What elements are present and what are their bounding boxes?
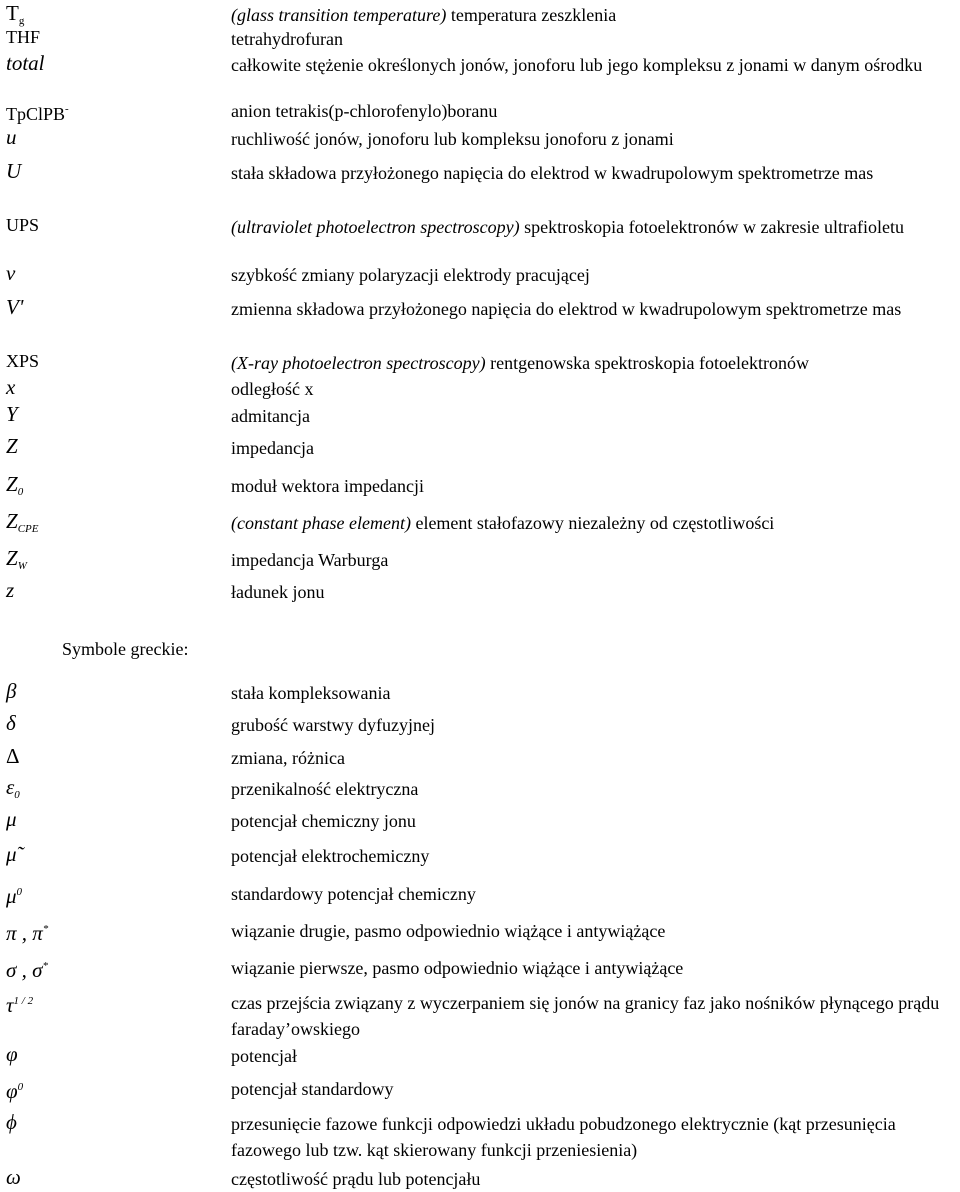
- symbol-definition: [231, 403, 946, 429]
- symbol-term: [6, 712, 16, 734]
- symbol-main: Z: [6, 434, 18, 458]
- symbol-definition: [231, 808, 946, 834]
- definition-text: potencjał chemiczny jonu: [231, 811, 416, 831]
- symbol-definition: [231, 918, 946, 944]
- symbol-term: [6, 376, 15, 398]
- definition-text: temperatura zeszklenia: [446, 5, 617, 25]
- symbol-definition: [231, 579, 946, 605]
- symbol-main: Z: [6, 546, 18, 570]
- definition-text: tetrahydrofuran: [231, 29, 343, 49]
- symbol-term: [6, 808, 17, 830]
- symbol-main: Y: [6, 402, 18, 426]
- symbol-term: [6, 881, 22, 907]
- symbol-superscript: 1 / 2: [13, 995, 34, 1007]
- symbol-term: [6, 350, 39, 372]
- symbol-term: [6, 1166, 21, 1188]
- symbol-term: [6, 680, 16, 702]
- definition-text: potencjał standardowy: [231, 1079, 394, 1099]
- symbol-term: [6, 990, 33, 1016]
- symbol-main: total: [6, 51, 45, 75]
- definition-text: zmienna składowa przyłożonego napięcia do elektrod w kwadrupolowym spektrometrze mas: [231, 299, 902, 319]
- symbol-subscript: 0: [17, 486, 24, 498]
- symbol-term: [6, 510, 38, 540]
- symbol-subscript: W: [17, 560, 27, 572]
- symbol-term: [6, 26, 40, 48]
- symbol-term: [6, 52, 45, 74]
- definition-text: częstotliwość prądu lub potencjału: [231, 1169, 481, 1189]
- symbol-definition: [231, 376, 946, 402]
- definition-english-term: (glass transition temperature): [231, 5, 447, 25]
- symbol-main: UPS: [6, 215, 40, 235]
- symbol-term: [6, 403, 18, 425]
- definition-text: impedancja: [231, 438, 314, 458]
- definition-text: standardowy potencjał chemiczny: [231, 884, 476, 904]
- symbol-term: [6, 776, 20, 806]
- definition-text: anion tetrakis(p-chlorofenylo)boranu: [231, 101, 498, 121]
- definition-text: ruchliwość jonów, jonoforu lub kompleksu jonoforu z jonami: [231, 129, 674, 149]
- symbol-term: [6, 843, 17, 865]
- symbol-definition: [231, 214, 946, 240]
- symbol-definition: [231, 1043, 946, 1069]
- symbol-main: μ: [6, 807, 17, 831]
- definition-text: przesunięcie fazowe funkcji odpowiedzi układu pobudzonego elektrycznie (kąt przesunięcia fazowego lub tzw. kąt skierowany funkcji przeniesienia): [231, 1114, 896, 1160]
- definition-text: czas przejścia związany z wyczerpaniem się jonów na granicy faz jako nośników płynącego prądu faraday’owskiego: [231, 993, 940, 1039]
- symbol-main: TpClPB: [6, 104, 66, 124]
- symbol-main: Z: [6, 472, 18, 496]
- definition-text: wiązanie drugie, pasmo odpowiednio wiążące i antywiążące: [231, 921, 666, 941]
- symbol-main: β: [6, 679, 17, 703]
- symbol-term: [6, 745, 20, 767]
- symbol-main: ϕ: [6, 1110, 17, 1134]
- symbol-main: ε: [6, 775, 15, 799]
- greek-symbols-heading: Symbole greckie:: [62, 639, 189, 659]
- symbol-main: Z: [6, 509, 18, 533]
- symbol-main: π , π: [6, 921, 43, 945]
- symbol-subscript: g: [18, 15, 25, 27]
- symbol-term: [6, 918, 48, 944]
- definition-text: zmiana, różnica: [231, 748, 345, 768]
- symbol-definition: [231, 350, 946, 376]
- symbol-definition: [231, 955, 946, 981]
- symbol-main: x: [6, 375, 16, 399]
- symbol-definition: [231, 126, 946, 152]
- symbol-main: u: [6, 125, 17, 149]
- definition-text: przenikalność elektryczna: [231, 779, 419, 799]
- symbol-definition: [231, 1111, 946, 1163]
- symbol-main: ω: [6, 1165, 21, 1189]
- symbol-main: Δ: [6, 744, 20, 768]
- symbol-definition: [231, 52, 946, 78]
- symbol-main: μ̃: [6, 842, 17, 866]
- definition-text: całkowite stężenie określonych jonów, jonoforu lub jego kompleksu z jonami w danym ośrodku: [231, 55, 923, 75]
- symbol-term: [6, 579, 14, 601]
- symbol-term: [6, 160, 21, 182]
- symbol-definition: [231, 881, 946, 907]
- symbol-definition: [231, 1166, 946, 1192]
- symbol-definition: [231, 473, 946, 499]
- symbol-definition: [231, 26, 946, 52]
- symbol-term: [6, 126, 17, 148]
- symbol-term: [6, 214, 39, 236]
- symbol-definition: [231, 2, 946, 28]
- symbol-term: [6, 1043, 18, 1065]
- symbol-term: [6, 296, 23, 318]
- symbol-definition: [231, 680, 946, 706]
- symbol-subscript: 0: [14, 789, 20, 801]
- symbol-definition: [231, 98, 946, 124]
- symbol-term: [6, 98, 69, 125]
- definition-text: ładunek jonu: [231, 582, 325, 602]
- definition-english-term: (X-ray photoelectron spectroscopy): [231, 353, 486, 373]
- symbol-term: [6, 435, 18, 457]
- definition-text: spektroskopia fotoelektronów w zakresie ultrafioletu: [519, 217, 904, 237]
- symbol-definition: [231, 435, 946, 461]
- symbol-main: φ: [6, 1042, 18, 1066]
- symbol-main: δ: [6, 711, 16, 735]
- symbol-main: τ: [6, 993, 14, 1017]
- definition-english-term: (constant phase element): [231, 513, 411, 533]
- definition-text: wiązanie pierwsze, pasmo odpowiednio wiążące i antywiążące: [231, 958, 684, 978]
- symbol-term: [6, 547, 27, 577]
- symbol-main: σ , σ: [6, 958, 43, 982]
- symbol-term: [6, 473, 23, 503]
- definition-text: grubość warstwy dyfuzyjnej: [231, 715, 435, 735]
- definition-text: admitancja: [231, 406, 310, 426]
- symbol-main: THF: [6, 27, 41, 47]
- definition-text: potencjał elektrochemiczny: [231, 846, 430, 866]
- symbol-definition: [231, 510, 946, 536]
- symbol-definition: [231, 745, 946, 771]
- symbol-main: μ: [6, 884, 17, 908]
- symbol-definition: [231, 262, 946, 288]
- definition-english-term: (ultraviolet photoelectron spectroscopy): [231, 217, 520, 237]
- symbol-main: v: [6, 261, 16, 285]
- symbol-definition: [231, 712, 946, 738]
- symbol-definition: [231, 843, 946, 869]
- symbol-definition: [231, 776, 946, 802]
- symbol-superscript: -: [65, 103, 69, 115]
- symbol-subscript: CPE: [17, 523, 39, 535]
- symbol-definition: [231, 990, 946, 1042]
- definition-text: stała kompleksowania: [231, 683, 391, 703]
- symbol-main: XPS: [6, 351, 40, 371]
- symbol-term: [6, 955, 48, 981]
- symbol-superscript: *: [42, 923, 49, 935]
- symbol-main: T: [6, 1, 19, 25]
- symbol-main: φ: [6, 1079, 18, 1103]
- definition-text: impedancja Warburga: [231, 550, 389, 570]
- symbol-main: U: [6, 159, 22, 183]
- symbol-definition: [231, 1076, 946, 1102]
- symbol-main: z: [6, 578, 15, 602]
- symbol-definition: [231, 547, 946, 573]
- definition-text: moduł wektora impedancji: [231, 476, 424, 496]
- symbol-superscript: *: [42, 960, 48, 972]
- definition-text: rentgenowska spektroskopia fotoelektronów: [485, 353, 810, 373]
- symbol-superscript: 0: [17, 1081, 24, 1093]
- symbol-superscript: 0: [16, 886, 23, 898]
- definition-text: stała składowa przyłożonego napięcia do elektrod w kwadrupolowym spektrometrze mas: [231, 163, 874, 183]
- symbol-term: [6, 1111, 17, 1133]
- symbol-definition: [231, 296, 946, 322]
- definition-text: szybkość zmiany polaryzacji elektrody pracującej: [231, 265, 590, 285]
- symbol-term: [6, 262, 15, 284]
- symbol-main: V': [6, 295, 24, 319]
- definition-text: element stałofazowy niezależny od częstotliwości: [410, 513, 775, 533]
- symbol-definition: [231, 160, 946, 186]
- definition-text: potencjał: [231, 1046, 297, 1066]
- symbol-term: [6, 1076, 23, 1102]
- definition-text: odległość x: [231, 379, 314, 399]
